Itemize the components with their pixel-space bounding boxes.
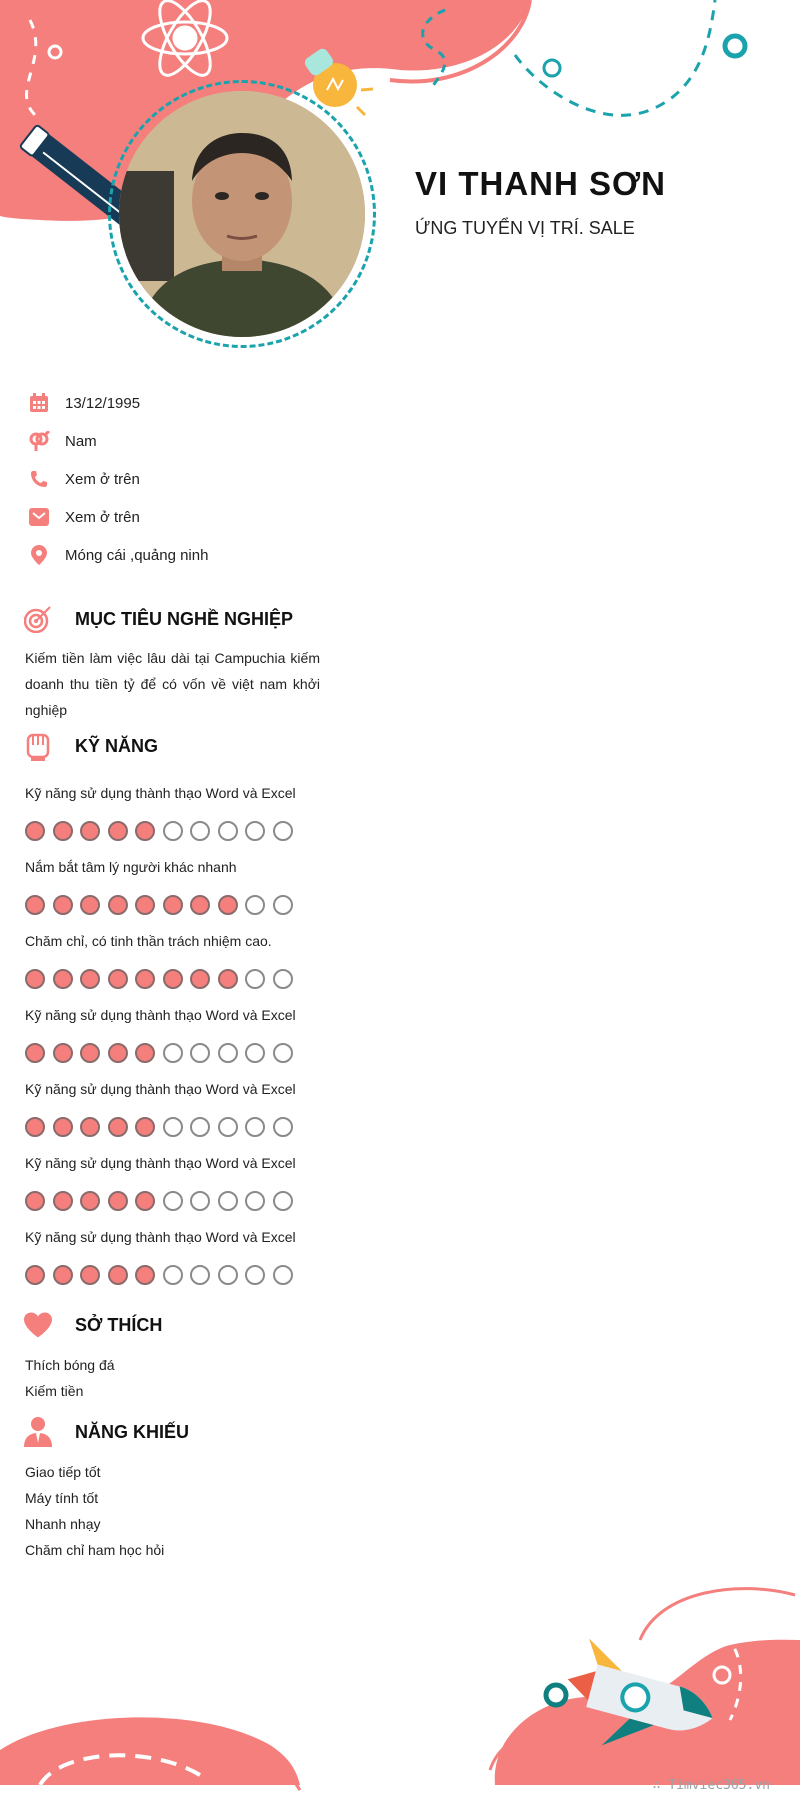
rating-dot-filled — [135, 895, 155, 915]
rating-dot-filled — [25, 969, 45, 989]
rating-dot-filled — [53, 895, 73, 915]
talent-item: Máy tính tốt — [25, 1490, 99, 1506]
skill-item — [25, 1155, 300, 1211]
rating-dot-empty — [163, 821, 183, 841]
rating-dot-filled — [108, 821, 128, 841]
rating-dot-filled — [218, 895, 238, 915]
info-birthday: 13/12/1995 — [65, 394, 141, 412]
talents-title: NĂNG KHIẾU — [75, 1421, 190, 1442]
footer-decoration — [0, 1560, 800, 1799]
gender-icon — [28, 430, 50, 452]
rating-dot-filled — [25, 1265, 45, 1285]
rating-dot-filled — [80, 1043, 100, 1063]
skill-rating — [25, 969, 300, 989]
skill-item — [25, 859, 300, 915]
watermark: ∴ Timviec365.vn — [652, 1778, 770, 1793]
info-gender: Nam — [65, 432, 97, 450]
rating-dot-empty — [273, 969, 293, 989]
rating-dot-empty — [245, 1265, 265, 1285]
info-row-address — [28, 536, 208, 574]
rating-dot-empty — [190, 1265, 210, 1285]
rating-dot-empty — [273, 1117, 293, 1137]
skill-rating — [25, 895, 300, 915]
rating-dot-empty — [273, 1265, 293, 1285]
rating-dot-empty — [273, 895, 293, 915]
rating-dot-filled — [80, 1265, 100, 1285]
hobby-item: Kiếm tiền — [25, 1383, 84, 1399]
talent-item: Giao tiếp tốt — [25, 1464, 101, 1480]
rating-dot-empty — [218, 1117, 238, 1137]
skill-name: Kỹ năng sử dụng thành thạo Word và Excel — [25, 1007, 296, 1023]
skill-name: Kỹ năng sử dụng thành thạo Word và Excel — [25, 1229, 296, 1245]
info-row-email — [28, 498, 208, 536]
raised-fist-icon — [24, 731, 52, 761]
rating-dot-filled — [25, 1043, 45, 1063]
rating-dot-empty — [245, 821, 265, 841]
rating-dot-filled — [108, 895, 128, 915]
rating-dot-filled — [190, 895, 210, 915]
skill-item — [25, 785, 300, 841]
rating-dot-filled — [108, 1191, 128, 1211]
rating-dot-filled — [25, 1191, 45, 1211]
rating-dot-filled — [163, 969, 183, 989]
talent-item: Nhanh nhạy — [25, 1516, 101, 1532]
skill-rating — [25, 1265, 300, 1285]
rating-dot-empty — [273, 821, 293, 841]
rating-dot-empty — [190, 1191, 210, 1211]
objective-section-header — [24, 604, 293, 634]
rating-dot-filled — [135, 969, 155, 989]
talents-section-header — [24, 1417, 189, 1447]
info-row-gender — [28, 422, 208, 460]
location-pin-icon — [28, 544, 50, 566]
info-row-phone — [28, 460, 208, 498]
candidate-name: VI THANH SƠN — [415, 165, 666, 202]
rating-dot-filled — [218, 969, 238, 989]
objective-text: Kiếm tiền làm việc lâu dài tại Campuchia kiếm doanh thu tiền tỷ để có vốn về việt nam khởi nghiệp — [25, 650, 320, 718]
rating-dot-filled — [80, 1191, 100, 1211]
info-row-birthday — [28, 384, 208, 422]
skill-item — [25, 1007, 300, 1063]
heart-icon — [24, 1310, 52, 1340]
hobby-item: Thích bóng đá — [25, 1357, 115, 1373]
skill-name: Kỹ năng sử dụng thành thạo Word và Excel — [25, 1081, 296, 1097]
rating-dot-filled — [135, 1043, 155, 1063]
rating-dot-empty — [163, 1117, 183, 1137]
rating-dot-empty — [245, 969, 265, 989]
rating-dot-filled — [190, 969, 210, 989]
rating-dot-filled — [80, 821, 100, 841]
rating-dot-filled — [80, 895, 100, 915]
skills-title: KỸ NĂNG — [75, 735, 159, 756]
rating-dot-empty — [245, 1117, 265, 1137]
target-icon — [24, 604, 52, 634]
applied-position: ỨNG TUYỂN VỊ TRÍ. SALE — [415, 218, 635, 238]
rating-dot-empty — [190, 821, 210, 841]
hobbies-section-header — [24, 1310, 162, 1340]
rating-dot-empty — [273, 1191, 293, 1211]
rating-dot-filled — [108, 1265, 128, 1285]
rating-dot-empty — [245, 895, 265, 915]
rating-dot-filled — [163, 895, 183, 915]
rating-dot-empty — [273, 1043, 293, 1063]
rating-dot-filled — [25, 1117, 45, 1137]
portrait-image — [119, 91, 365, 337]
rating-dot-filled — [53, 821, 73, 841]
skill-item — [25, 1081, 300, 1137]
skill-rating — [25, 1117, 300, 1137]
skill-rating — [25, 821, 300, 841]
rating-dot-filled — [53, 1191, 73, 1211]
profile-photo — [119, 91, 365, 337]
rating-dot-empty — [163, 1265, 183, 1285]
skill-name: Chăm chỉ, có tinh thần trách nhiệm cao. — [25, 933, 272, 949]
phone-icon — [28, 468, 50, 490]
talent-item: Chăm chỉ ham học hỏi — [25, 1542, 165, 1558]
rating-dot-filled — [135, 1191, 155, 1211]
skill-item — [25, 933, 300, 989]
rating-dot-empty — [190, 1043, 210, 1063]
rating-dot-empty — [163, 1191, 183, 1211]
skill-rating — [25, 1191, 300, 1211]
rating-dot-filled — [25, 821, 45, 841]
info-email: Xem ở trên — [65, 508, 140, 526]
skill-name: Kỹ năng sử dụng thành thạo Word và Excel — [25, 1155, 296, 1171]
rating-dot-filled — [108, 969, 128, 989]
talents-list — [25, 1459, 164, 1563]
info-phone: Xem ở trên — [65, 470, 140, 488]
rating-dot-filled — [135, 1265, 155, 1285]
rating-dot-filled — [53, 1117, 73, 1137]
rating-dot-filled — [108, 1117, 128, 1137]
profile-photo-frame — [108, 80, 378, 350]
skill-name: Nắm bắt tâm lý người khác nhanh — [25, 859, 237, 875]
skills-section-header — [24, 731, 158, 761]
skill-name: Kỹ năng sử dụng thành thạo Word và Excel — [25, 785, 296, 801]
objective-title: MỤC TIÊU NGHỀ NGHIỆP — [75, 608, 294, 629]
skill-item — [25, 1229, 300, 1285]
rating-dot-empty — [245, 1043, 265, 1063]
hobbies-list — [25, 1352, 115, 1404]
calendar-icon — [28, 392, 50, 414]
info-address: Móng cái ,quảng ninh — [65, 546, 209, 564]
rating-dot-empty — [218, 1265, 238, 1285]
skill-rating — [25, 1043, 300, 1063]
person-icon — [24, 1417, 52, 1447]
rating-dot-empty — [245, 1191, 265, 1211]
email-icon — [28, 506, 50, 528]
rating-dot-filled — [108, 1043, 128, 1063]
personal-info-list — [28, 384, 208, 574]
rating-dot-filled — [53, 969, 73, 989]
rating-dot-filled — [80, 969, 100, 989]
rating-dot-filled — [135, 1117, 155, 1137]
rating-dot-filled — [135, 821, 155, 841]
rating-dot-empty — [163, 1043, 183, 1063]
rating-dot-empty — [190, 1117, 210, 1137]
rating-dot-empty — [218, 1191, 238, 1211]
rating-dot-filled — [53, 1265, 73, 1285]
rating-dot-filled — [80, 1117, 100, 1137]
rating-dot-empty — [218, 1043, 238, 1063]
rating-dot-empty — [218, 821, 238, 841]
rating-dot-filled — [53, 1043, 73, 1063]
rating-dot-filled — [25, 895, 45, 915]
hobbies-title: SỞ THÍCH — [75, 1314, 163, 1335]
